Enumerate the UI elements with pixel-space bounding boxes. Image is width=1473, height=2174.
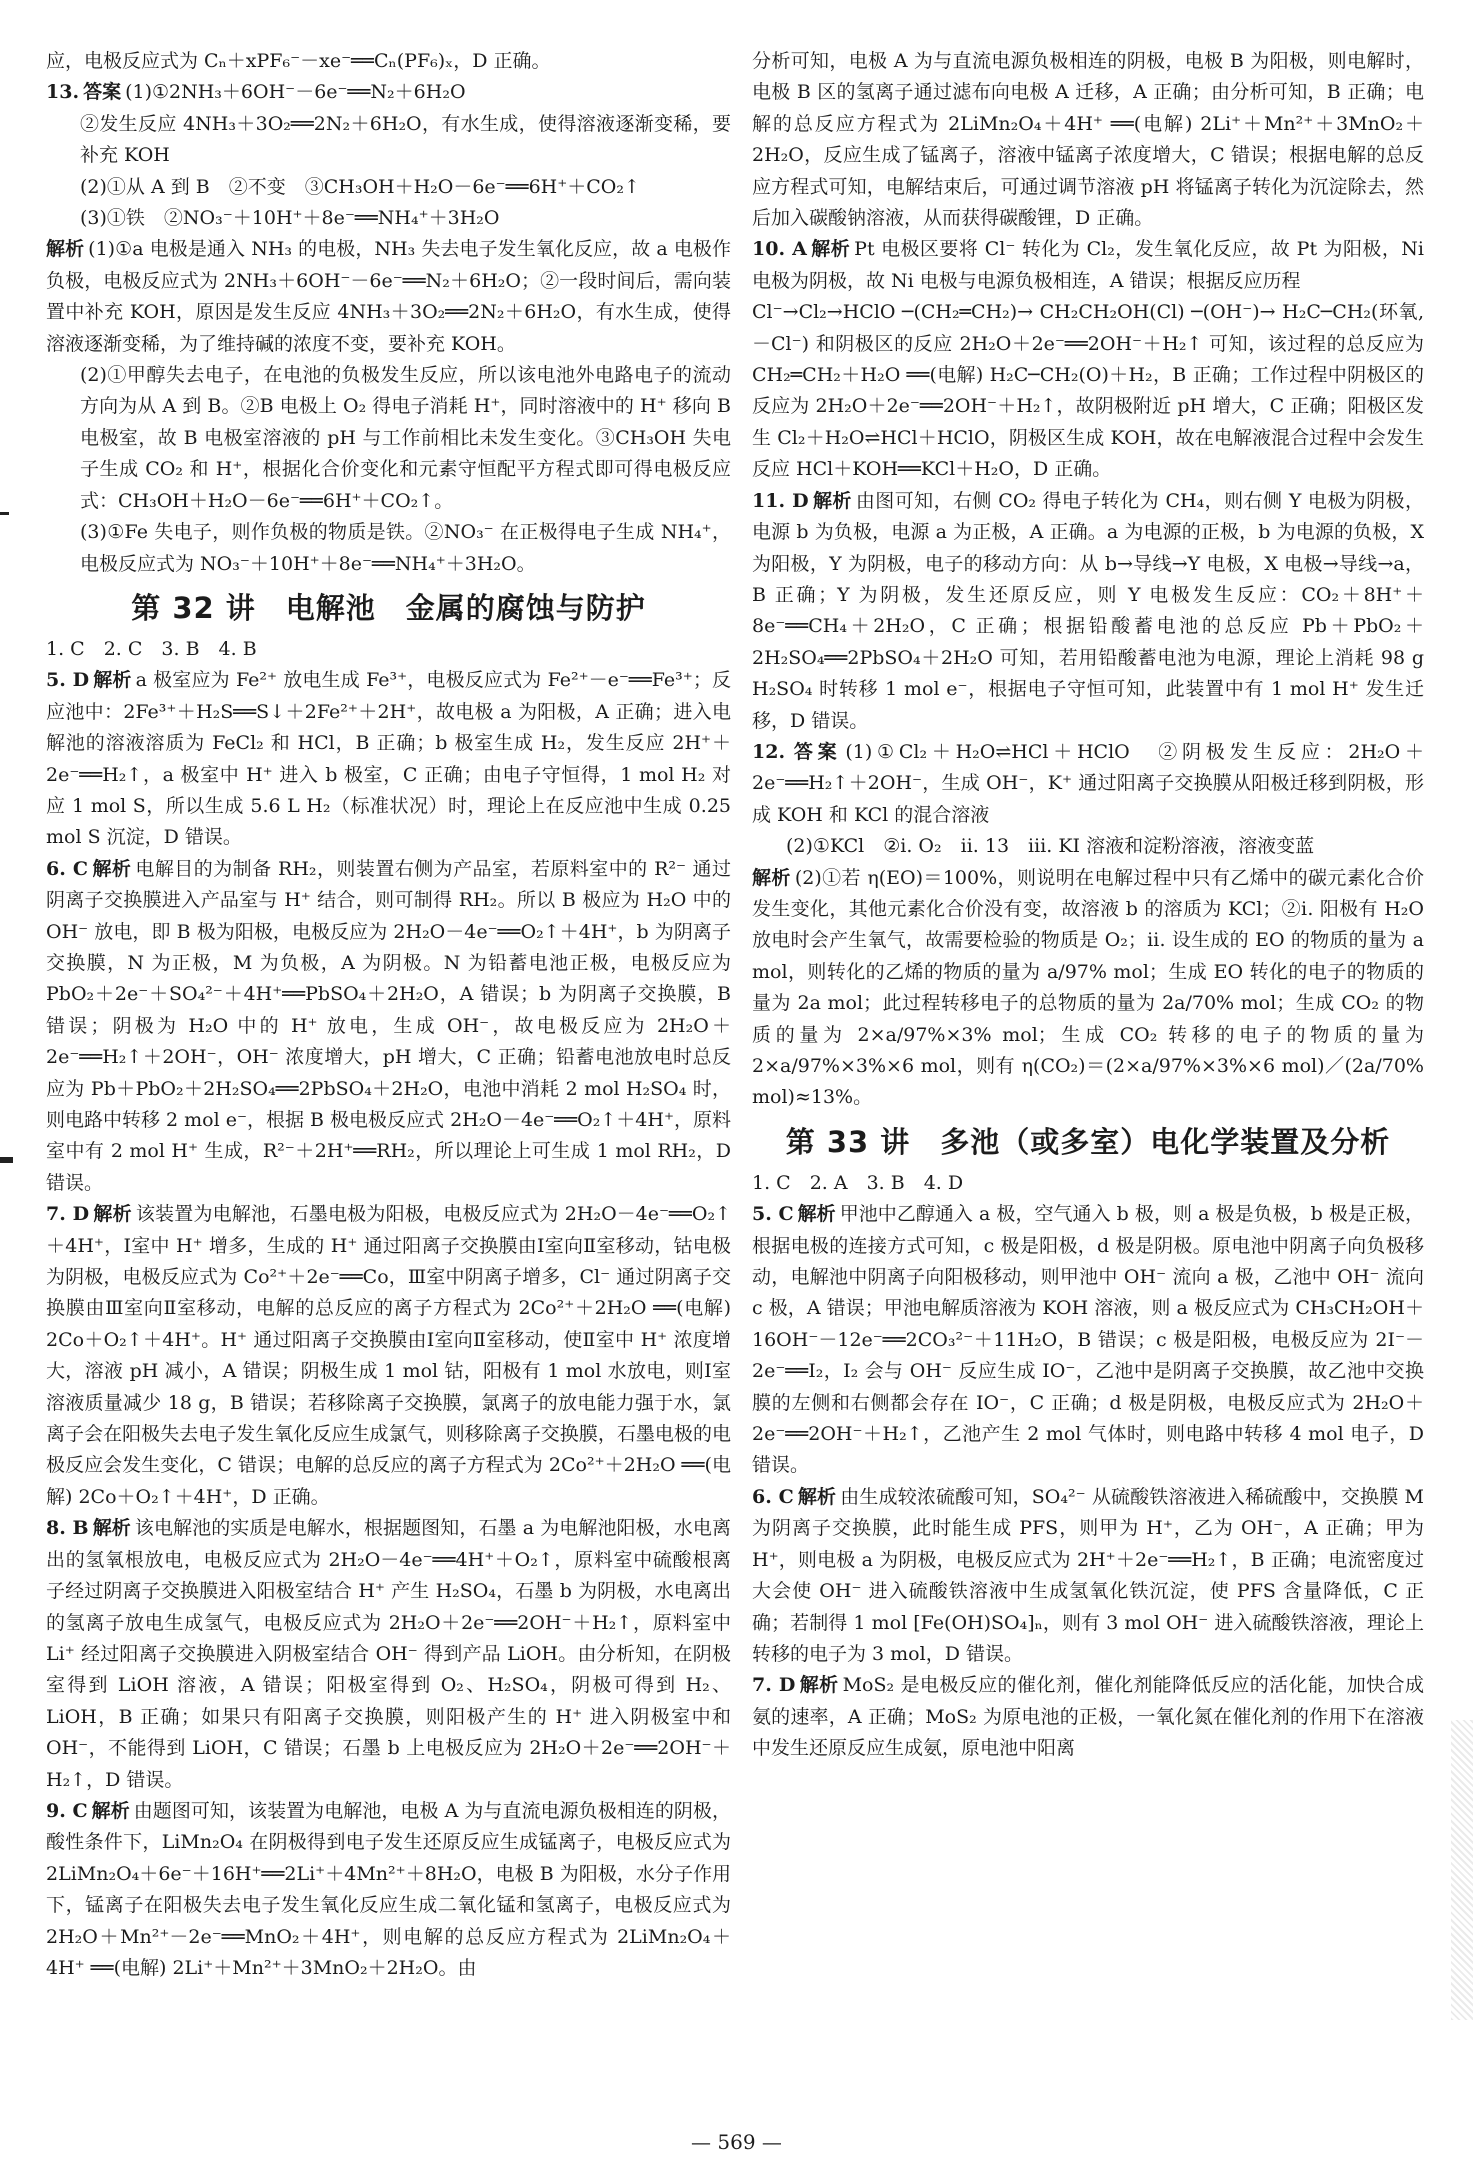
question-number: 6. C — [752, 1485, 794, 1508]
answer-text: (1)①2NH₃＋6OH⁻－6e⁻══N₂＋6H₂O — [125, 81, 466, 104]
text-paragraph: (3)①Fe 失电子，则作负极的物质是铁。②NO₃⁻ 在正极得电子生成 NH₄⁺，电极反应式为 NO₃⁻＋10H⁺＋8e⁻══NH₄⁺＋3H₂O。 — [80, 521, 731, 575]
text-paragraph: (2)①KCl ②ⅰ. O₂ ⅱ. 13 ⅲ. KI 溶液和淀粉溶液，溶液变蓝 — [786, 835, 1315, 858]
answer-label: 解析 — [810, 238, 851, 261]
text-paragraph: 分析可知，电极 A 为与直流电源负极相连的阴极，电极 B 为阳极，则电解时，电极 B 区的氢离子通过滤布向电极 A 迁移，A 正确；由分析可知，B 正确；电解的总反应方程式为 2LiMn₂O₄＋4H⁺ ══(电解) 2Li⁺＋Mn²⁺＋3MnO₂＋2H₂O，反应生成了锰离子，溶液中锰离子浓度增大，C 错误；根据电解的总反应方程式可知，电解结束后，可通过调节溶液 pH 将锰离子转化为沉淀除去，然后加入碳酸钠溶液，从而获得碳酸锂，D 正确。 — [752, 50, 1424, 230]
answer-item — [46, 77, 731, 108]
answer-label: 解析 — [91, 1799, 130, 1822]
answer-label: 解析 — [752, 866, 791, 889]
left-column — [46, 46, 738, 2098]
answer-item — [752, 234, 1431, 297]
question-number: 13. — [46, 81, 80, 104]
text-paragraph: Cl⁻→Cl₂→HClO ─(CH₂═CH₂)→ CH₂CH₂OH(Cl) ─(OH⁻)→ H₂C─CH₂(环氧, －Cl⁻) 和阴极区的反应 2H₂O＋2e⁻══2OH⁻＋H₂↑ 可知，该过程的总反应为 CH₂═CH₂＋H₂O ══(电解) H₂C─CH₂(O)＋H₂，B 正确；工作过程中阴极区的反应为 2H₂O＋2e⁻══2OH⁻＋H₂↑，故阴极附近 pH 增大，C 正确；阳极区发生 Cl₂＋H₂O⇌HCl＋HClO，阴极区生成 KOH，故在电解液混合过程中会发生反应 HCl＋KOH══KCl＋H₂O，D 正确。 — [752, 301, 1431, 481]
answer-label: 解析 — [797, 1203, 836, 1226]
answer-text: 该装置为电解池，石墨电极为阳极，电极反应式为 2H₂O－4e⁻══O₂↑＋4H⁺，Ⅰ室中 H⁺ 增多，生成的 H⁺ 通过阳离子交换膜由Ⅰ室向Ⅱ室移动，钴电极为阴极，电极反应式为 Co²⁺＋2e⁻══Co，Ⅲ室中阴离子增多，Cl⁻ 通过阴离子交换膜由Ⅲ室向Ⅱ室移动，电解的总反应的离子方程式为 2Co²⁺＋2H₂O ══(电解) 2Co＋O₂↑＋4H⁺。H⁺ 通过阳离子交换膜由Ⅰ室向Ⅱ室移动，使Ⅱ室中 H⁺ 浓度增大，溶液 pH 减小，A 错误；阴极生成 1 mol 钴，阳极有 1 mol 水放电，则Ⅰ室溶液质量减少 18 g，B 错误；若移除离子交换膜，氯离子的放电能力强于水，氯离子会在阳极失去电子发生氧化反应生成氯气，则移除离子交换膜，石墨电极的电极反应会发生变化，C 错误；电解的总反应的离子方程式为 2Co²⁺＋2H₂O ══(电解) 2Co＋O₂↑＋4H⁺，D 正确。 — [46, 1203, 738, 1508]
answer-item — [752, 1670, 1424, 1764]
answer-item — [752, 737, 1424, 831]
answer-label: 答案 — [789, 740, 842, 763]
text-paragraph: ②发生反应 4NH₃＋3O₂══2N₂＋6H₂O，有水生成，使得溶液逐渐变稀，要补充 KOH — [80, 112, 731, 167]
answer-label: 解析 — [92, 1517, 131, 1540]
margin-texture — [1451, 1720, 1473, 2020]
question-number: 7. D — [46, 1203, 90, 1226]
answer-text: 由生成较浓硫酸可知，SO₄²⁻ 从硫酸铁溶液进入稀硫酸中，交换膜 M 为阴离子交换膜，此时能生成 PFS，则甲为 H⁺，乙为 OH⁻，A 正确；甲为 H⁺，则电极 a 为阴极，电极反应式为 2H⁺＋2e⁻══H₂↑，B 正确；电流密度过大会使 OH⁻ 进入硫酸铁溶液中生成氢氧化铁沉淀，使 PFS 含量降低，C 正确；若制得 1 mol [Fe(OH)SO₄]ₙ，则有 3 mol OH⁻ 进入硫酸铁溶液，理论上转移的电子为 3 mol，D 错误。 — [752, 1485, 1431, 1665]
answer-label: 解析 — [797, 1485, 837, 1508]
answer-label: 解析 — [46, 238, 85, 261]
text-paragraph: 应，电极反应式为 Cₙ＋xPF₆⁻－xe⁻══Cₙ(PF₆)ₓ，D 正确。 — [46, 50, 551, 72]
question-number: 6. C — [46, 857, 89, 880]
question-number: 11. D — [752, 489, 809, 512]
answer-text: 由图可知，右侧 CO₂ 得电子转化为 CH₄，则右侧 Y 电极为阴极，电源 b 为负极，电源 a 为正极，A 正确。a 为电源的正极，b 为电源的负极，X 为阳极，Y 为阴极，电子的移动方向：从 b→导线→Y 电极，X 电极→导线→a，B 正确；Y 为阴极，发生还原反应，则 Y 电极发生反应：CO₂＋8H⁺＋8e⁻══CH₄＋2H₂O，C 正确；根据铅酸蓄电池的总反应 Pb＋PbO₂＋2H₂SO₄══2PbSO₄＋2H₂O 可知，若用铅酸蓄电池为电源，理论上消耗 98 g H₂SO₄ 时转移 1 mol e⁻，根据电子守恒可知，此装置中有 1 mol H⁺ 发生迁移，D 错误。 — [752, 489, 1431, 732]
answer-label: 答案 — [83, 81, 122, 104]
answer-item — [752, 863, 1431, 1114]
answer-text: (2)①若 η(EO)＝100%，则说明在电解过程中只有乙烯中的碳元素化合价发生变化，其他元素化合价没有变，故溶液 b 的溶质为 KCl；②ⅰ. 阳极有 H₂O 放电时会产生氧气，故需要检验的物质是 O₂；ⅱ. 设生成的 EO 的物质的量为 a mol，则转化的乙烯的物质的量为 a/97% mol；生成 EO 转化的电子的物质的量为 2a mol；此过程转移电子的总物质的量为 2a/70% mol；生成 CO₂ 的物质的量为 2×a/97%×3% mol；生成 CO₂ 转移的电子的物质的量为 2×a/97%×3%×6 mol，则有 η(CO₂)＝(2×a/97%×3%×6 mol)／(2a/70% mol)≈13%。 — [752, 866, 1431, 1109]
answer-text: (1)①Cl₂＋H₂O⇌HCl＋HClO ②阴极发生反应：2H₂O＋2e⁻══H₂↑＋2OH⁻，生成 OH⁻，K⁺ 通过阳离子交换膜从阳极迁移到阴极，形成 KOH 和 KCl 的混合溶液 — [752, 740, 1424, 826]
text-paragraph: 1. C 2. A 3. B 4. D — [752, 1171, 964, 1194]
answer-text: (1)①a 电极是通入 NH₃ 的电极，NH₃ 失去电子发生氧化反应，故 a 电极作负极，电极反应式为 2NH₃＋6OH⁻－6e⁻══N₂＋6H₂O；②一段时间后，需向装置中补充 KOH，原因是发生反应 4NH₃＋3O₂══2N₂＋6H₂O，有水生成，使得溶液逐渐变稀，为了维持碱的浓度不变，要补充 KOH。 — [46, 238, 731, 355]
right-column — [752, 46, 1431, 2098]
answer-label: 解析 — [93, 1203, 132, 1226]
answer-item — [752, 1482, 1431, 1670]
answer-text: 电解目的为制备 RH₂，则装置右侧为产品室，若原料室中的 R²⁻ 通过阴离子交换膜进入产品室与 H⁺ 结合，则可制得 RH₂。所以 B 极应为 H₂O 中的 OH⁻ 放电，即 B 极为阳极，电极反应为 2H₂O－4e⁻══O₂↑＋4H⁺，b 为阴离子交换膜，N 为正极，M 为负极，A 为阴极。N 为铅蓄电池正极，电极反应为 PbO₂＋2e⁻＋SO₄²⁻＋4H⁺══PbSO₄＋2H₂O，A 错误；b 为阴离子交换膜，B 错误；阴极为 H₂O 中的 H⁺ 放电，生成 OH⁻，故电极反应为 2H₂O＋2e⁻══H₂↑＋2OH⁻，OH⁻ 浓度增大，pH 增大，C 正确；铅蓄电池放电时总反应为 Pb＋PbO₂＋2H₂SO₄══2PbSO₄＋2H₂O，电池中消耗 2 mol H₂SO₄ 时，则电路中转移 2 mol e⁻，根据 B 极电极反应式 2H₂O－4e⁻══O₂↑＋4H⁺，原料室中有 2 mol H⁺ 生成，R²⁻＋2H⁺══RH₂，所以理论上可生成 1 mol RH₂，D 错误。 — [46, 857, 738, 1194]
lecture-heading: 第 32 讲 电解池 金属的腐蚀与防护 — [131, 590, 646, 625]
left-margin-mark-2 — [0, 1157, 13, 1163]
answer-text: 由题图可知，该装置为电解池，电极 A 为与直流电源负极相连的阴极，酸性条件下，LiMn₂O₄ 在阴极得到电子发生还原反应生成锰离子，电极反应式为 2LiMn₂O₄＋6e⁻＋16H⁺══2Li⁺＋4Mn²⁺＋8H₂O，电极 B 为阳极，水分子作用下，锰离子在阳极失去电子发生氧化反应生成二氧化锰和氢离子，电极反应式为 2H₂O＋Mn²⁺－2e⁻══MnO₂＋4H⁺，则电解的总反应方程式为 2LiMn₂O₄＋4H⁺ ══(电解) 2Li⁺＋Mn²⁺＋3MnO₂＋2H₂O。由 — [46, 1799, 738, 1979]
question-number: 12. — [752, 740, 786, 763]
answer-text: a 极室应为 Fe²⁺ 放电生成 Fe³⁺，电极反应式为 Fe²⁺－e⁻══Fe³⁺；反应池中：2Fe³⁺＋H₂S══S↓＋2Fe²⁺＋2H⁺，故电极 a 为阳极，A 正确；进入电解池的溶液溶质为 FeCl₂ 和 HCl，B 正确；b 极室生成 H₂，发生反应 2H⁺＋2e⁻══H₂↑，a 极室中 H⁺ 进入 b 极室，C 正确；由电子守恒得，1 mol H₂ 对应 1 mol S，所以生成 5.6 L H₂（标准状况）时，理论上在反应池中生成 0.25 mol S 沉淀，D 错误。 — [46, 669, 738, 849]
answer-text: MoS₂ 是电极反应的催化剂，催化剂能降低反应的活化能，加快合成氨的速率，A 正确；MoS₂ 为原电池的正极，一氧化氮在催化剂的作用下在溶液中发生还原反应生成氨，原电池中阳离 — [752, 1674, 1424, 1760]
lecture-heading: 第 33 讲 多池（或多室）电化学装置及分析 — [785, 1124, 1391, 1159]
answer-item — [46, 234, 731, 360]
left-margin-mark — [0, 512, 9, 515]
question-number: 5. D — [46, 669, 90, 692]
page-number: — 569 — — [691, 2130, 782, 2154]
answer-item — [752, 1199, 1431, 1482]
answer-item — [752, 486, 1431, 737]
question-number: 7. D — [752, 1674, 796, 1697]
answer-label: 解析 — [812, 489, 852, 512]
text-paragraph: (3)①铁 ②NO₃⁻＋10H⁺＋8e⁻══NH₄⁺＋3H₂O — [80, 207, 500, 230]
text-paragraph: (2)①甲醇失去电子，在电池的负极发生反应，所以该电池外电路电子的流动方向为从 A 到 B。②B 电极上 O₂ 得电子消耗 H⁺，同时溶液中的 H⁺ 移向 B 电极室，故 B 电极室溶液的 pH 与工作前相比未发生变化。③CH₃OH 失电子生成 CO₂ 和 H⁺，根据化合价变化和元素守恒配平方程式即可得电极反应式：CH₃OH＋H₂O－6e⁻══6H⁺＋CO₂↑。 — [80, 364, 738, 512]
text-paragraph: 1. C 2. C 3. B 4. B — [46, 637, 257, 660]
answer-label: 解析 — [93, 669, 132, 692]
question-number: 9. C — [46, 1799, 88, 1822]
answer-text: 甲池中乙醇通入 a 极，空气通入 b 极，则 a 极是负极，b 极是正极，根据电极的连接方式可知，c 极是阳极，d 极是阴极。原电池中阴离子向负极移动，电解池中阴离子向阳极移动，则甲池中 OH⁻ 流向 a 极，乙池中 OH⁻ 流向 c 极，A 错误；甲池电解质溶液为 KOH 溶液，则 a 极反应式为 CH₃CH₂OH＋16OH⁻－12e⁻══2CO₃²⁻＋11H₂O，B 错误；c 极是阳极，电极反应为 2I⁻－2e⁻══I₂，I₂ 会与 OH⁻ 反应生成 IO⁻，乙池中是阴离子交换膜，故乙池中交换膜的左侧和右侧都会存在 IO⁻，C 正确；d 极是阴极，电极反应式为 2H₂O＋2e⁻══2OH⁻＋H₂↑，乙池产生 2 mol 气体时，则电路中转移 4 mol 电子，D 错误。 — [752, 1203, 1431, 1477]
question-number: 10. A — [752, 238, 807, 261]
answer-item — [46, 1513, 738, 1796]
answer-item — [46, 1796, 738, 1984]
question-number: 5. C — [752, 1203, 794, 1226]
answer-label: 解析 — [92, 857, 132, 880]
answer-item — [46, 665, 738, 853]
question-number: 8. B — [46, 1517, 89, 1540]
answer-label: 解析 — [799, 1674, 839, 1697]
answer-item — [46, 1199, 738, 1513]
answer-text: Pt 电极区要将 Cl⁻ 转化为 Cl₂，发生氧化反应，故 Pt 为阳极，Ni 电极为阴极，故 Ni 电极与电源负极相连，A 错误；根据反应历程 — [752, 238, 1431, 292]
answer-item — [46, 854, 738, 1199]
answer-text: 该电解池的实质是电解水，根据题图知，石墨 a 为电解池阳极，水电离出的氢氧根放电，电极反应式为 2H₂O－4e⁻══4H⁺＋O₂↑，原料室中硫酸根离子经过阴离子交换膜进入阳极室结合 H⁺ 产生 H₂SO₄，石墨 b 为阴极，水电离出的氢离子放电生成氢气，电极反应式为 2H₂O＋2e⁻══2OH⁻＋H₂↑，原料室中 Li⁺ 经过阳离子交换膜进入阴极室结合 OH⁻ 得到产品 LiOH。由分析知，在阴极室得到 LiOH 溶液，A 错误；阳极室得到 O₂、H₂SO₄，阴极可得到 H₂、LiOH，B 正确；如果只有阳离子交换膜，则阳极产生的 H⁺ 进入阴极室中和 OH⁻，不能得到 LiOH，C 错误；石墨 b 上电极反应为 2H₂O＋2e⁻══2OH⁻＋H₂↑，D 错误。 — [46, 1517, 738, 1791]
text-paragraph: (2)①从 A 到 B ②不变 ③CH₃OH＋H₂O－6e⁻══6H⁺＋CO₂↑ — [80, 175, 640, 198]
